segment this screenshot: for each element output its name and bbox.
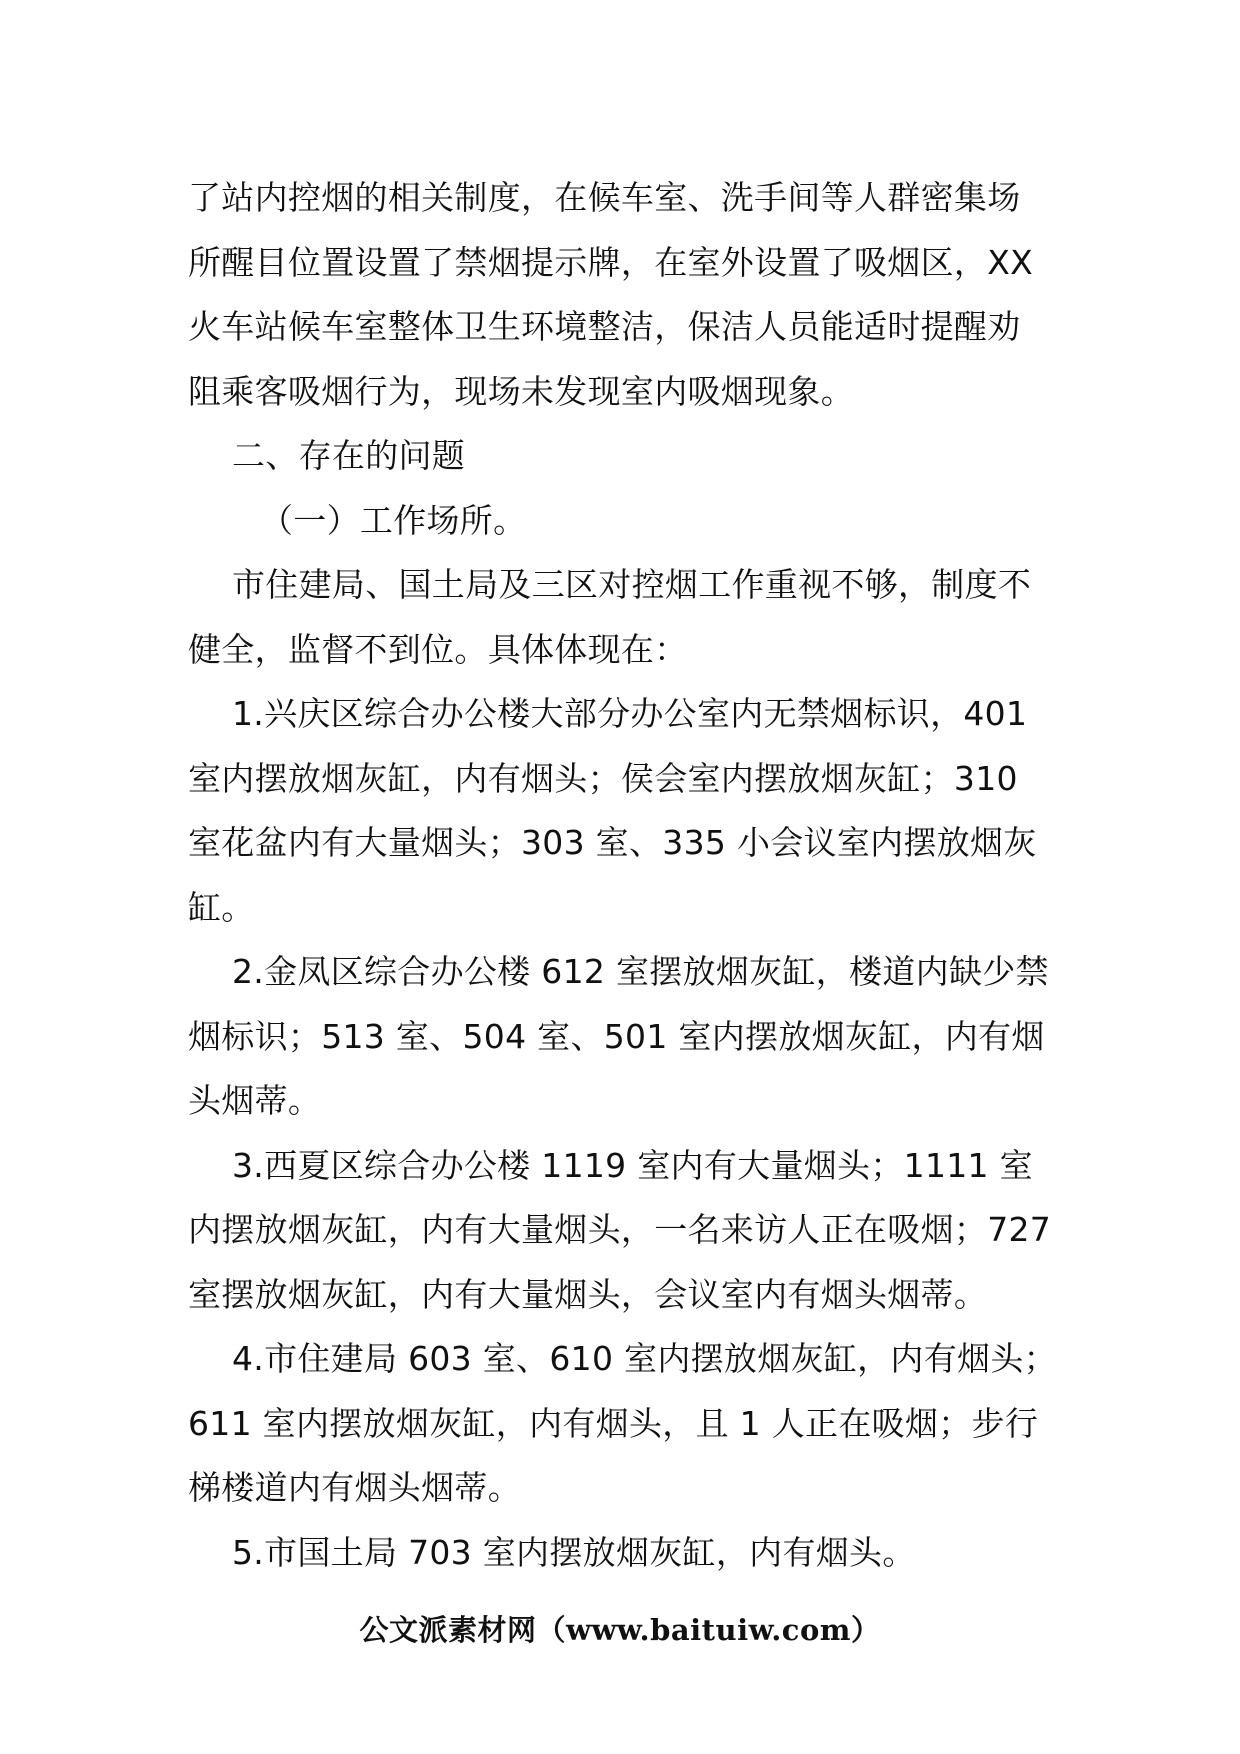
text-line: 611 室内摆放烟灰缸，内有烟头，且 1 人正在吸烟；步行 — [188, 1403, 1039, 1443]
footer-watermark: 公文派素材网（www.baituiw.com） — [359, 1613, 881, 1647]
subsection-heading: （一）工作场所。 — [260, 500, 527, 540]
text-line: 健全，监督不到位。具体体现在： — [188, 629, 688, 669]
section-heading: 二、存在的问题 — [232, 436, 466, 475]
text-line: 了站内控烟的相关制度，在候车室、洗手间等人群密集场 — [188, 178, 1021, 217]
text-line: 阻乘客吸烟行为，现场未发现室内吸烟现象。 — [188, 371, 854, 411]
list-item-1: 1.兴庆区综合办公楼大部分办公室内无禁烟标识，401 — [232, 694, 1028, 733]
document-body — [188, 166, 1068, 1585]
list-item-3: 3.西夏区综合办公楼 1119 室内有大量烟头；1111 室 — [232, 1145, 1033, 1185]
text-line: 所醒目位置设置了禁烟提示牌，在室外设置了吸烟区，XX — [188, 242, 1034, 282]
text-line: 市住建局、国土局及三区对控烟工作重视不够，制度不 — [232, 565, 1032, 604]
text-line: 室内摆放烟灰缸，内有烟头；侯会室内摆放烟灰缸；310 — [188, 758, 1018, 798]
text-line: 室花盆内有大量烟头；303 室、335 小会议室内摆放烟灰 — [188, 823, 1037, 862]
text-line: 缸。 — [188, 887, 255, 927]
list-item-5: 5.市国土局 703 室内摆放烟灰缸，内有烟头。 — [232, 1532, 916, 1572]
text-line: 室摆放烟灰缸，内有大量烟头，会议室内有烟头烟蒂。 — [188, 1274, 988, 1314]
text-line: 头烟蒂。 — [188, 1081, 322, 1120]
text-line: 内摆放烟灰缸，内有大量烟头，一名来访人正在吸烟；727 — [188, 1210, 1052, 1249]
list-item-4: 4.市住建局 603 室、610 室内摆放烟灰缸，内有烟头； — [232, 1339, 1057, 1378]
text-line: 火车站候车室整体卫生环境整洁，保洁人员能适时提醒劝 — [188, 307, 1021, 346]
text-line: 烟标识；513 室、504 室、501 室内摆放烟灰缸，内有烟 — [188, 1016, 1045, 1056]
list-item-2: 2.金凤区综合办公楼 612 室摆放烟灰缸，楼道内缺少禁 — [232, 952, 1049, 991]
text-line: 梯楼道内有烟头烟蒂。 — [188, 1468, 521, 1507]
